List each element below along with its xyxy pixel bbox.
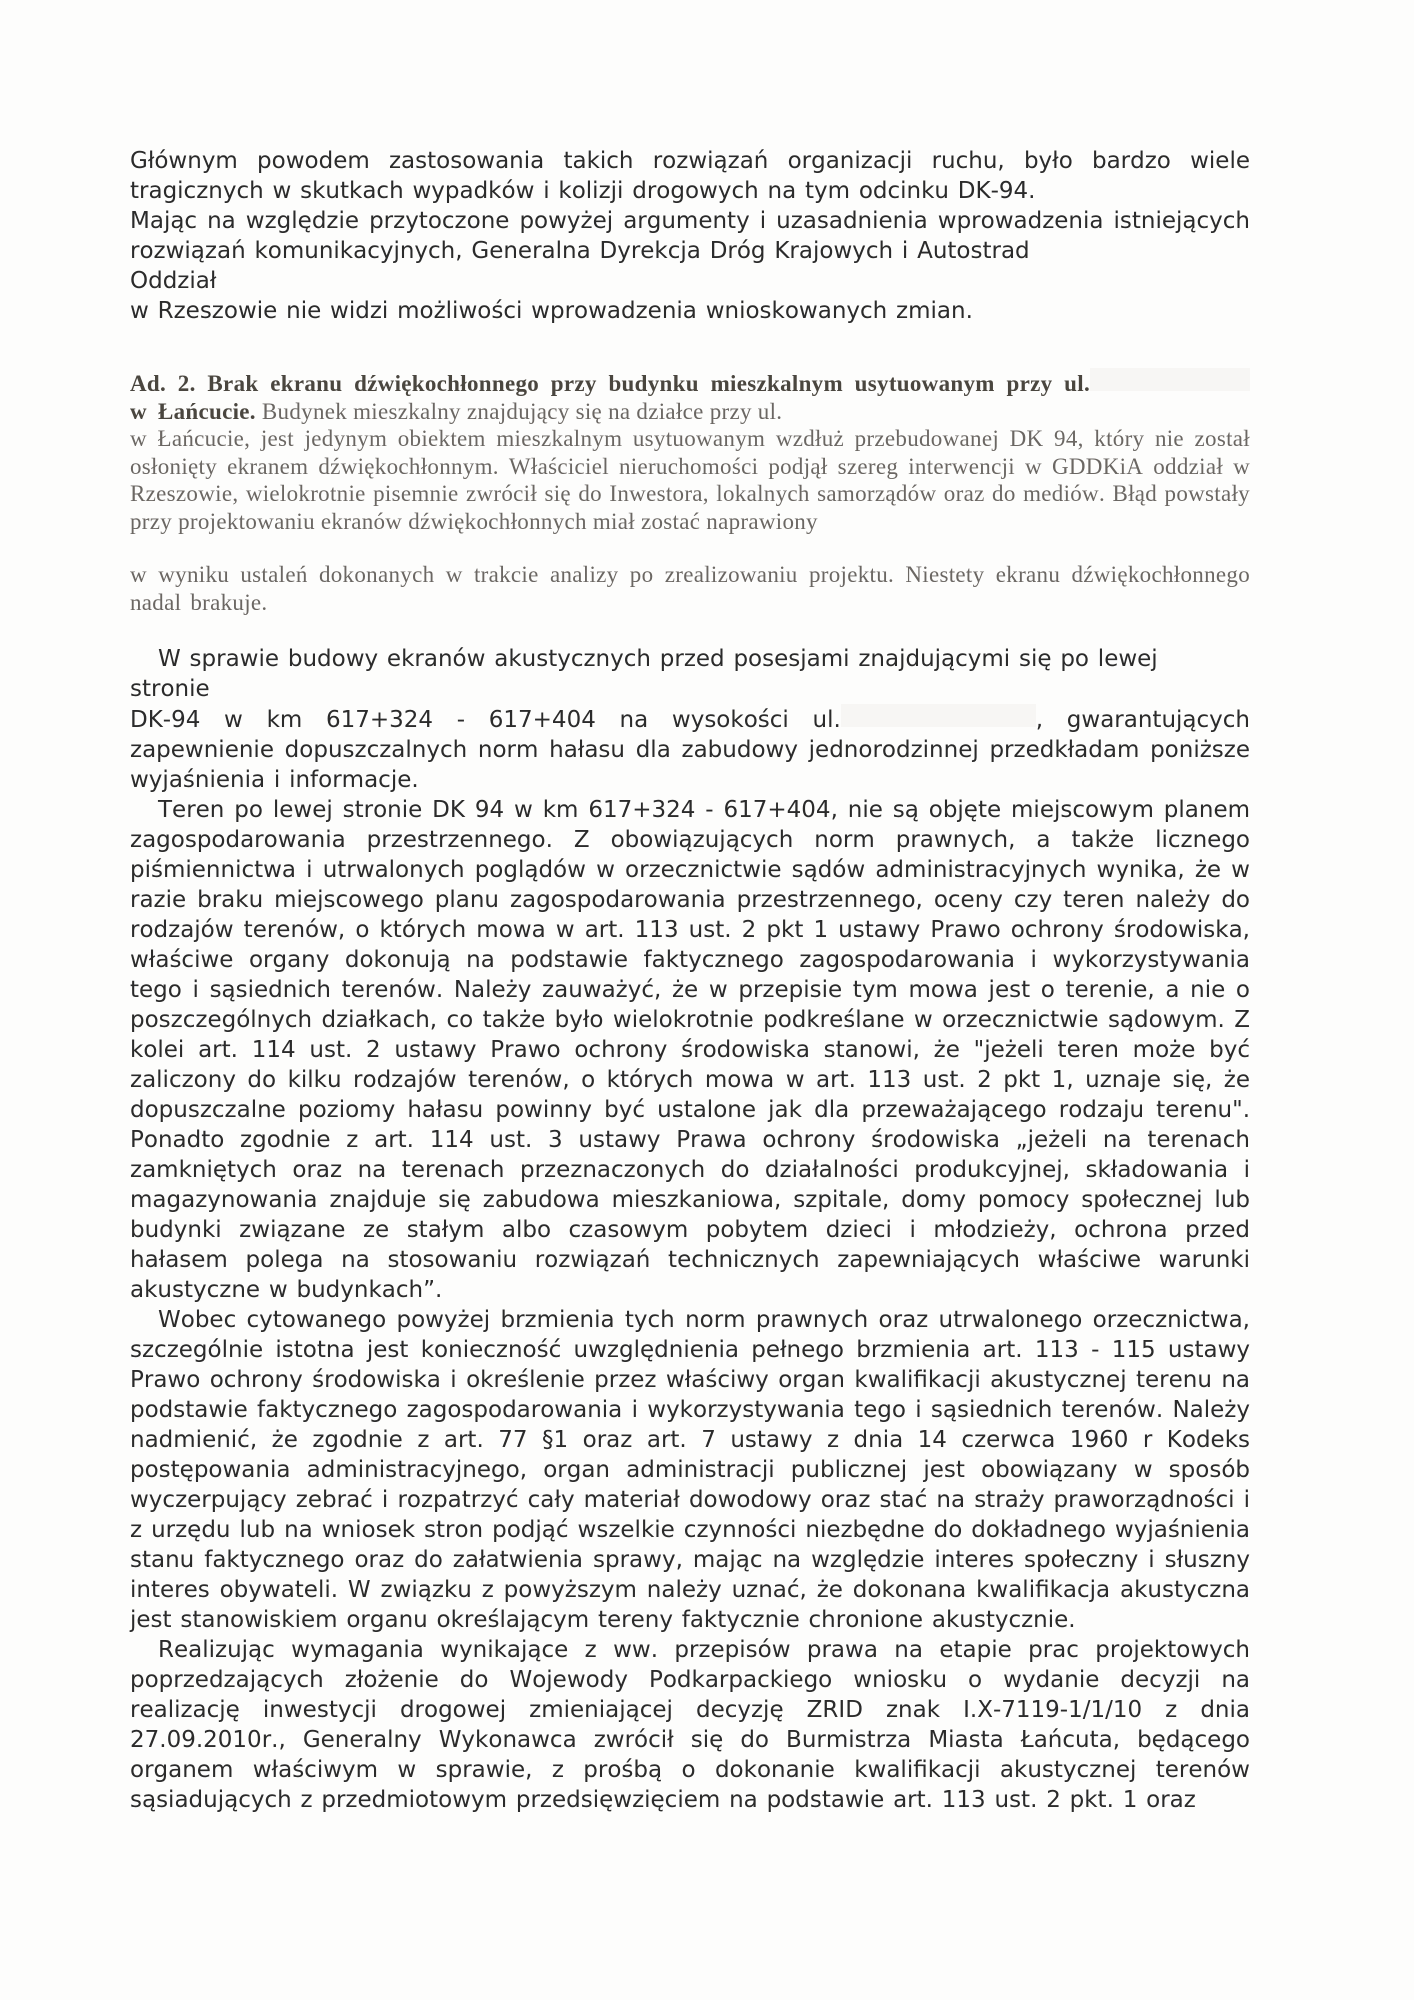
intro-paragraph (130, 146, 1250, 326)
teren-paragraph: Teren po lewej stronie DK 94 w km 617+324 - 617+404, nie są objęte miejscowym planem zagospodarowania przestrzennego. Z obowiązujących norm prawnych, a także licznego piśmiennictwa i utrwalonych poglądów w orzecznictwie sądów administracyjnych wynika, że w razie braku miejscowego planu zagospodarowania przestrzennego, oceny czy teren należy do rodzajów terenów, o których mowa w art. 113 ust. 2 pkt 1 ustawy Prawo ochrony środowiska, właściwe organy dokonują na podstawie faktycznego zagospodarowania i wykorzystywania tego i sąsiednich terenów. Należy zauważyć, że w przepisie tym mowa jest o terenie, a nie o poszczególnych działkach, co także było wielokrotnie podkreślane w orzecznictwie sądowym. Z kolei art. 114 ust. 2 ustawy Prawo ochrony środowiska stanowi, że "jeżeli teren może być zaliczony do kilku rodzajów terenów, o których mowa w art. 113 ust. 2 pkt 1, uznaje się, że dopuszczalne poziomy hałasu powinny być ustalone jak dla przeważającego rodzaju terenu". Ponadto zgodnie z art. 114 ust. 3 ustawy Prawa ochrony środowiska „jeżeli na terenach zamkniętych oraz na terenach przeznaczonych do działalności produkcyjnej, składowania i magazynowania znajduje się zabudowa mieszkaniowa, szpitale, domy pomocy społecznej lub budynki związane ze stałym albo czasowym pobytem dzieci i młodzieży, ochrona przed hałasem polega na stosowaniu rozwiązań technicznych zapewniających właściwe warunki akustyczne w budynkach”. (130, 797, 1250, 1303)
ad2-paragraph (130, 368, 1250, 535)
ad2-followup-paragraph: w wyniku ustaleń dokonanych w trakcie analizy po zrealizowaniu projektu. Niestety ekranu dźwiękochłonnego nadal brakuje. (130, 562, 1250, 615)
intro-word-oddzial: Oddział (130, 268, 217, 294)
w-sprawie-paragraph (130, 644, 1250, 795)
ad2-body-part1: Budynek mieszkalny znajdujący się na działce przy ul. (255, 398, 783, 424)
intro-sentence-2: Mając na względzie przytoczone powyżej argumenty i uzasadnienia wprowadzenia istniejących rozwiązań komunikacyjnych, Generalna Dyrekcja Dróg Krajowych i Autostrad (130, 208, 1250, 264)
redacted-street-name-2 (841, 704, 1036, 727)
w-sprawie-line4: , gwarantujących zapewnienie dopuszczalnych norm hałasu dla zabudowy jednorodzinnej przedkładam poniższe wyjaśnienia i informacje. (130, 707, 1250, 793)
w-sprawie-line2: stronie (130, 676, 210, 702)
intro-sentence-3: w Rzeszowie nie widzi możliwości wprowadzenia wnioskowanych zmian. (130, 298, 973, 324)
realizujac-paragraph: Realizując wymagania wynikające z ww. przepisów prawa na etapie prac projektowych poprzedzających złożenie do Wojewody Podkarpackiego wniosku o wydanie decyzji na realizację inwestycji drogowej zmieniającej decyzję ZRID znak I.X-7119-1/1/10 z dnia 27.09.2010r., Generalny Wykonawca zwrócił się do Burmistrza Miasta Łańcuta, będącego organem właściwym w sprawie, z prośbą o dokonanie kwalifikacji akustycznej terenów sąsiadujących z przedmiotowym przedsięwzięciem na podstawie art. 113 ust. 2 pkt. 1 oraz (130, 1637, 1250, 1813)
ad2-body-part2: w Łańcucie, jest jedynym obiektem mieszkalnym usytuowanym wzdłuż przebudowanej DK 94, który nie został osłonięty ekranem dźwiękochłonnym. Właściciel nieruchomości podjął szereg interwencji w GDDKiA oddział w Rzeszowie, wielokrotnie pisemnie zwrócił się do Inwestora, lokalnych samorządów oraz do mediów. Błąd powstały przy projektowaniu ekranów dźwiękochłonnych miał zostać naprawiony (130, 426, 1250, 534)
ad2-heading-part1: Ad. 2. Brak ekranu dźwiękochłonnego przy budynku mieszkalnym usytuowanym przy ul. (130, 371, 1090, 396)
w-sprawie-line1: W sprawie budowy ekranów akustycznych przed posesjami znajdującymi się po lewej (158, 646, 1158, 672)
w-sprawie-line3: DK-94 w km 617+324 - 617+404 na wysokości ul. (130, 707, 841, 733)
intro-sentence-1: Głównym powodem zastosowania takich rozwiązań organizacji ruchu, było bardzo wiele tragicznych w skutkach wypadków i kolizji drogowych na tym odcinku DK-94. (130, 148, 1250, 204)
ad2-heading-part2: w Łańcucie. (130, 398, 256, 424)
redacted-street-name (1090, 368, 1250, 391)
wobec-paragraph: Wobec cytowanego powyżej brzmienia tych norm prawnych oraz utrwalonego orzecznictwa, szczególnie istotna jest konieczność uwzględnienia pełnego brzmienia art. 113 - 115 ustawy Prawo ochrony środowiska i określenie przez właściwy organ kwalifikacji akustycznej terenu na podstawie faktycznego zagospodarowania i wykorzystywania tego i sąsiednich terenów. Należy nadmienić, że zgodnie z art. 77 §1 oraz art. 7 ustawy z dnia 14 czerwca 1960 r Kodeks postępowania administracyjnego, organ administracji publicznej jest obowiązany w sposób wyczerpujący zebrać i rozpatrzyć cały materiał dowodowy oraz stać na straży praworządności i z urzędu lub na wniosek stron podjąć wszelkie czynności niezbędne do dokładnego wyjaśnienia stanu faktycznego oraz do załatwienia sprawy, mając na względzie interes społeczny i słuszny interes obywateli. W związku z powyższym należy uznać, że dokonana kwalifikacja akustyczna jest stanowiskiem organu określającym tereny faktycznie chronione akustycznie. (130, 1307, 1250, 1633)
letter-body (130, 146, 1250, 1815)
